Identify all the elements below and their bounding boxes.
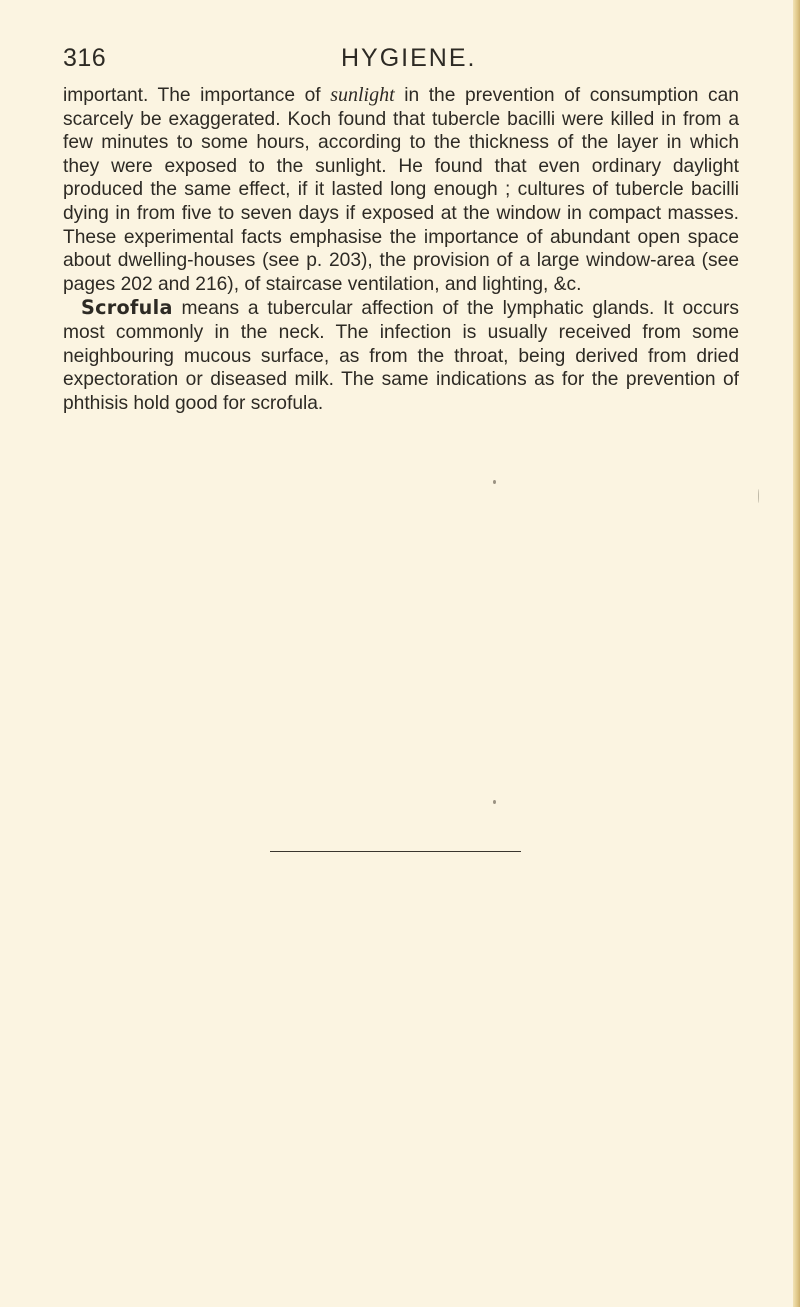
running-head: HYGIENE. [341,44,477,72]
paper-speck [758,489,759,503]
emphasis-sunlight: sunlight [330,84,395,106]
page-number: 316 [63,44,107,72]
page-edge-shadow [793,0,800,1307]
paragraph-sunlight-rest: in the prevention of consumption can scarcely be exaggerated. Koch found that tubercle bacilli were killed in from a few minutes to some hours, according to the thickness of the layer in which they were exposed to the sunlight. He found that even ordinary daylight produced the same effect, if it lasted long enough ; cultures of tubercle bacilli dying in from five to seven days if exposed at the window in compact masses. These experimental facts emphasise the importance of abundant open space about dwelling-houses (see p. 203), the provision of a large window-area (see pages 202 and 216), of staircase ventilation, and lighting, &c. [63,85,739,295]
term-scrofula: Scrofula [81,296,173,320]
paper-speck [493,480,496,484]
paragraph-sunlight-start: important. The importance of [63,85,331,106]
paragraph-sunlight [63,84,739,296]
section-end-rule [270,851,521,852]
paragraph-scrofula-text: means a tubercular affection of the lymphatic glands. It occurs most commonly in the neck. The infection is usually received from some neighbouring mucous surface, as from the throat, being derived from dried expectoration or diseased milk. The same indications as for the prevention of phthisis hold good for scrofula. [63,298,739,414]
paper-speck [493,800,496,804]
page-header [63,44,739,84]
body-text [63,84,739,415]
paragraph-scrofula [63,296,739,415]
